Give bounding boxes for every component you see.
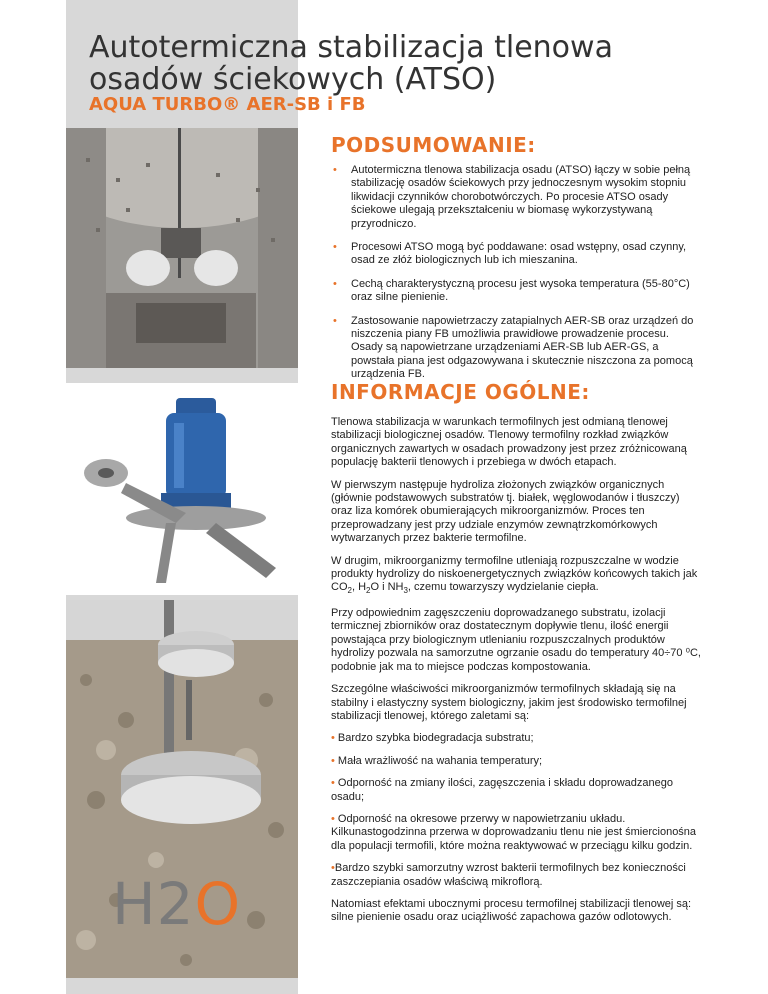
advantage-text: Bardzo szybki samorzutny wzrost bakterii termofilnych bez konieczności zaszczepiania osadów właściwą mikroflorą. — [331, 862, 686, 888]
advantage-text: Bardzo szybka biodegradacja substratu; — [334, 732, 534, 745]
info-text: , H — [351, 581, 367, 594]
summary-heading: PODSUMOWANIE: — [331, 133, 536, 157]
summary-item-text: Cechą charakterystyczną procesu jest wysoka temperatura (55-80°C) oraz silne pienienie. — [351, 277, 690, 304]
list-item — [331, 278, 701, 305]
info-text: O i NH — [370, 581, 404, 594]
logo-accent-letter: O — [194, 870, 242, 938]
aerator-device-photo — [66, 383, 298, 595]
info-paragraph: W pierwszym następuje hydroliza złożonych związków organicznych (głównie podstawowych substratów tj. białek, węglowodanów i tłuszczy) oraz liza komórek obumierających mikroorganizmów. Proces ten przeprowadzany jest przy udziale enzymów zewnątrzkomórkowych wytwarzanych przez bakterie termofilne. — [331, 478, 680, 545]
h2o-logo — [112, 870, 241, 938]
info-paragraph: Szczególne właściwości mikroorganizmów termofilnych składają się na stabilny i elastyczny system biologiczny, jakim jest środowisko termofilnej stabilizacji tlenowej, którego zaletami są: — [331, 683, 687, 722]
summary-list — [331, 164, 701, 392]
info-heading: INFORMACJE OGÓLNE: — [331, 380, 590, 404]
bullet-icon: • — [333, 314, 337, 327]
info-paragraph — [331, 555, 703, 598]
list-item — [331, 241, 701, 268]
bullet-icon: • — [331, 862, 335, 875]
advantage-item — [331, 862, 703, 889]
advantage-item — [331, 732, 703, 745]
bullet-icon: • — [331, 812, 335, 825]
subscript: 2 — [347, 586, 352, 596]
list-item — [331, 315, 701, 382]
info-paragraph: Natomiast efektami ubocznymi procesu termofilnej stabilizacji tlenowej są: silne pienienie osadu oraz uciążliwość zapachowa gazów odlotowych. — [331, 897, 692, 924]
bullet-icon: • — [331, 777, 335, 790]
bullet-icon: • — [333, 277, 337, 290]
tank-interior-photo — [66, 128, 298, 368]
bullet-icon: • — [333, 164, 337, 176]
logo-text: H2 — [112, 870, 195, 938]
info-paragraph: Przy odpowiednim zagęszczeniu doprowadzanego substratu, izolacji termicznej zbiorników oraz dostatecznym dopływie tlenu, ilość energii powstająca przy biologicznym utlenianiu rozpuszczalnych produktów hydrolizy pozwala na samorzutne ogrzanie osadu do temperatury 40÷70 ⁰C, podobnie jak ma to miejsce podczas kompostowania. — [331, 607, 701, 673]
page-title: Autotermiczna stabilizacja tlenowa osadów ściekowych (ATSO) — [89, 30, 613, 97]
advantage-item — [331, 755, 703, 768]
advantage-text: Odporność na okresowe przerwy w napowietrzaniu układu. Kilkunastogodzinna przerwa w doprowadzaniu tlenu nie jest śmiercionośna dla populacji termofili, które można reaktywować w przeciągu kilku godzin. — [331, 812, 697, 852]
advantage-text: Odporność na zmiany ilości, zagęszczenia i składu doprowadzanego osadu; — [331, 777, 673, 803]
info-body — [331, 416, 703, 934]
advantage-text: Mała wrażliwość na wahania temperatury; — [334, 754, 543, 767]
info-text: , czemu towarzyszy wydzielanie ciepła. — [407, 581, 599, 594]
subscript: 3 — [403, 586, 408, 596]
page-subtitle: AQUA TURBO® AER-SB i FB — [89, 94, 366, 115]
bullet-icon: • — [333, 241, 337, 254]
info-paragraph: Tlenowa stabilizacja w warunkach termofilnych jest odmianą tlenowej stabilizacji biologicznej osadów. Tlenowy termofilny rozkład związków organicznych zawartych w osadach prowadzony jest przez zróżnicowaną populację bakterii tlenowych i przebiega w dwóch etapach. — [331, 416, 687, 469]
summary-item-text: Procesowi ATSO mogą być poddawane: osad wstępny, osad czynny, osad ze złóż biologicznych lub ich mieszanina. — [351, 241, 687, 267]
list-item — [331, 164, 701, 231]
summary-item-text: Autotermiczna tlenowa stabilizacja osadu (ATSO) łączy w sobie pełną stabilizację osadów ściekowych przy jednoczesnym wysokim stopniu likwidacji czynników chorobotwórczych. Po procesie ATSO osady ściekowe ulegają przekształceniu w biomasę wykorzystywaną przyrodniczo. — [351, 164, 691, 230]
advantage-item — [331, 813, 703, 853]
bullet-icon: • — [331, 732, 335, 745]
summary-item-text: Zastosowanie napowietrzaczy zatapialnych AER-SB oraz urządzeń do niszczenia piany FB umożliwia prawidłowe prowadzenie procesu. Osady są napowietrzane urządzeniami AER-SB lub AER-GS, a powstała piana jest odgazowywana i skutecznie niszczona za pomocą urządzenia FB. — [351, 314, 694, 381]
bullet-icon: • — [331, 754, 335, 767]
subscript: 2 — [366, 586, 371, 596]
advantage-item — [331, 777, 703, 804]
info-text: W drugim, mikroorganizmy termofilne utleniają rozpuszczalne w wodzie produkty hydrolizy do niskoenergetycznych związków końcowych takich jak CO — [331, 554, 698, 594]
